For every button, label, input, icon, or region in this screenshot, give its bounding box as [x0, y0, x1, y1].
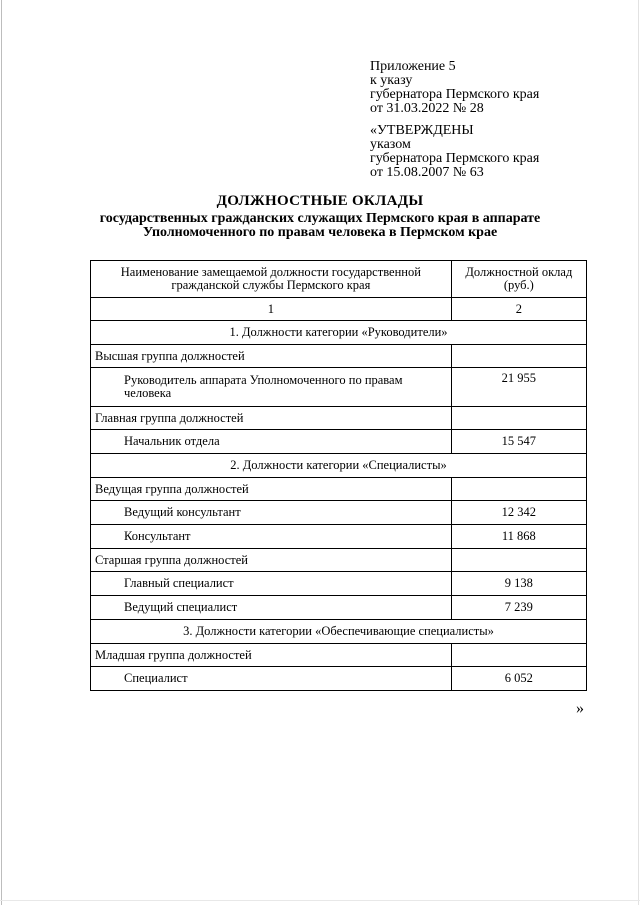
column-number-2: 2: [451, 298, 586, 321]
salary-table: [90, 260, 587, 691]
position-salary: 11 868: [451, 525, 586, 549]
group-title: Младшая группа должностей: [91, 644, 452, 667]
group-title: Главная группа должностей: [91, 407, 452, 430]
position-salary: 7 239: [451, 596, 586, 620]
group-row: [91, 345, 587, 368]
position-row: [91, 596, 587, 620]
appendix-line: Приложение 5: [370, 59, 456, 74]
position-name: Ведущий консультант: [91, 501, 452, 525]
category-title: 1. Должности категории «Руководители»: [91, 321, 587, 345]
appendix-line: к указу: [370, 73, 413, 88]
page-edge-right: [638, 0, 639, 905]
position-salary: 6 052: [451, 667, 586, 691]
approval-block: [370, 124, 539, 180]
group-row: [91, 644, 587, 667]
approval-line: от 15.08.2007 № 63: [370, 165, 484, 180]
document-title: ДОЛЖНОСТНЫЕ ОКЛАДЫ: [216, 193, 424, 209]
position-name: Ведущий специалист: [91, 596, 452, 620]
category-title: 3. Должности категории «Обеспечивающие специалисты»: [91, 620, 587, 644]
position-name: Начальник отдела: [91, 430, 452, 454]
column-number-1: 1: [91, 298, 452, 321]
appendix-line: от 31.03.2022 № 28: [370, 101, 484, 116]
group-title: Старшая группа должностей: [91, 549, 452, 572]
empty-cell: [451, 407, 586, 430]
table-header-row: [91, 261, 587, 298]
group-title: Ведущая группа должностей: [91, 478, 452, 501]
category-title: 2. Должности категории «Специалисты»: [91, 454, 587, 478]
appendix-line: губернатора Пермского края: [370, 87, 540, 102]
position-name: Главный специалист: [91, 572, 452, 596]
position-row: [91, 430, 587, 454]
empty-cell: [451, 478, 586, 501]
position-row: [91, 572, 587, 596]
category-row: [91, 321, 587, 345]
position-salary: 21 955: [451, 368, 586, 407]
group-row: [91, 407, 587, 430]
position-name: Специалист: [91, 667, 452, 691]
empty-cell: [451, 345, 586, 368]
empty-cell: [451, 644, 586, 667]
approval-line: указом: [370, 137, 411, 152]
position-row: [91, 501, 587, 525]
group-title: Высшая группа должностей: [91, 345, 452, 368]
page-edge-left: [1, 0, 2, 905]
position-row: [91, 667, 587, 691]
header-salary: Должностной оклад (руб.): [451, 261, 586, 298]
position-name: Руководитель аппарата Уполномоченного по правам человека: [91, 368, 452, 407]
category-row: [91, 620, 587, 644]
group-row: [91, 549, 587, 572]
closing-quote-mark: »: [576, 700, 584, 717]
document-subtitle: государственных гражданских служащих Пермского края в аппарате Уполномоченного по правам человека в Пермском крае: [99, 211, 541, 240]
page-edge-bottom: [0, 900, 640, 901]
position-row: [91, 368, 587, 407]
group-row: [91, 478, 587, 501]
approval-line: губернатора Пермского края: [370, 151, 540, 166]
position-name: Консультант: [91, 525, 452, 549]
header-position-name: Наименование замещаемой должности государственной гражданской службы Пермского края: [91, 261, 452, 298]
position-salary: 15 547: [451, 430, 586, 454]
position-row: [91, 525, 587, 549]
column-number-row: [91, 298, 587, 321]
position-salary: 12 342: [451, 501, 586, 525]
position-salary: 9 138: [451, 572, 586, 596]
empty-cell: [451, 549, 586, 572]
appendix-block: [370, 60, 539, 116]
approval-line: «УТВЕРЖДЕНЫ: [370, 123, 474, 138]
category-row: [91, 454, 587, 478]
